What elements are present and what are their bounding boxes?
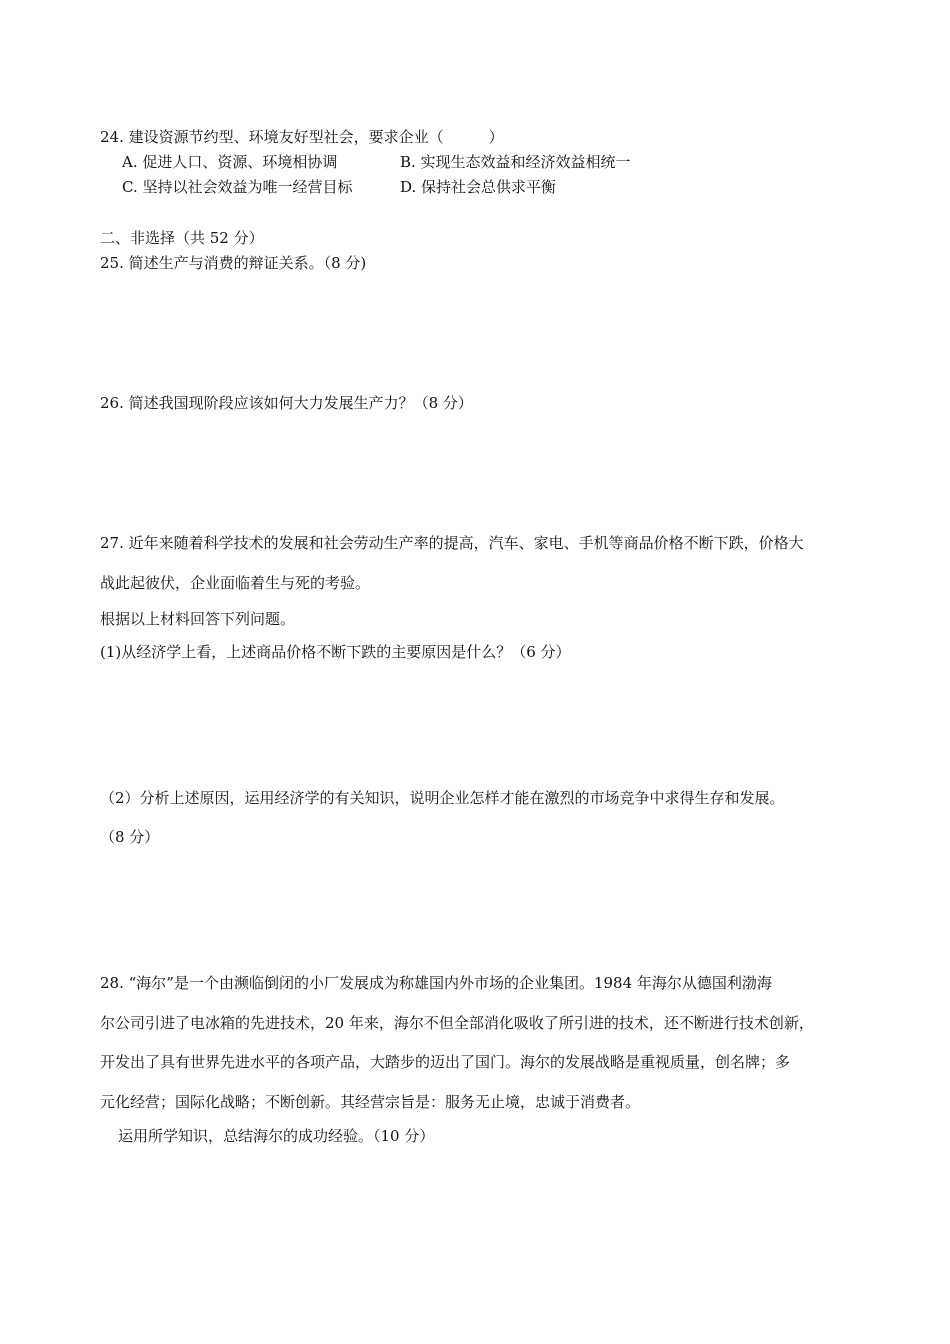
question-24-option-a: A. 促进人口、资源、环境相协调 (122, 153, 338, 171)
question-27-sub-2-line-1: （2）分析上述原因，运用经济学的有关知识，说明企业怎样才能在激烈的市场竞争中求得生存和发展。 (100, 789, 785, 807)
question-27-line-1: 27. 近年来随着科学技术的发展和社会劳动生产率的提高，汽车、家电、手机等商品价格不断下跌，价格大 (100, 534, 804, 552)
question-28-line-3: 开发出了具有世界先进水平的各项产品，大踏步的迈出了国门。海尔的发展战略是重视质量，创名牌；多 (100, 1053, 791, 1071)
question-28-line-2: 尔公司引进了电冰箱的先进技术，20 年来，海尔不但全部消化吸收了所引进的技术，还不断进行技术创新， (100, 1014, 814, 1032)
question-27-sub-1: (1)从经济学上看，上述商品价格不断下跌的主要原因是什么？（6 分） (100, 643, 571, 661)
question-27-sub-2-line-2: （8 分） (100, 828, 160, 846)
question-24-stem: 24. 建设资源节约型、环境友好型社会，要求企业（ ） (100, 128, 504, 146)
question-28-line-4: 元化经营；国际化战略；不断创新。其经营宗旨是：服务无止境，忠诚于消费者。 (100, 1093, 641, 1111)
question-27-line-2: 战此起彼伏，企业面临着生与死的考验。 (100, 574, 371, 592)
question-24-option-d: D. 保持社会总供求平衡 (400, 178, 557, 196)
question-28-task: 运用所学知识，总结海尔的成功经验。（10 分） (118, 1127, 435, 1145)
question-25: 25. 简述生产与消费的辩证关系。（8 分) (100, 254, 367, 272)
question-28-line-1: 28. “海尔”是一个由濒临倒闭的小厂发展成为称雄国内外市场的企业集团。1984 年海尔从德国利渤海 (100, 974, 772, 992)
section-2-header: 二、非选择（共 52 分） (100, 229, 264, 247)
question-27-line-3: 根据以上材料回答下列问题。 (100, 610, 296, 628)
question-26: 26. 简述我国现阶段应该如何大力发展生产力？（8 分） (100, 394, 473, 412)
question-24-option-c: C. 坚持以社会效益为唯一经营目标 (122, 178, 353, 196)
question-24-option-b: B. 实现生态效益和经济效益相统一 (400, 153, 631, 171)
